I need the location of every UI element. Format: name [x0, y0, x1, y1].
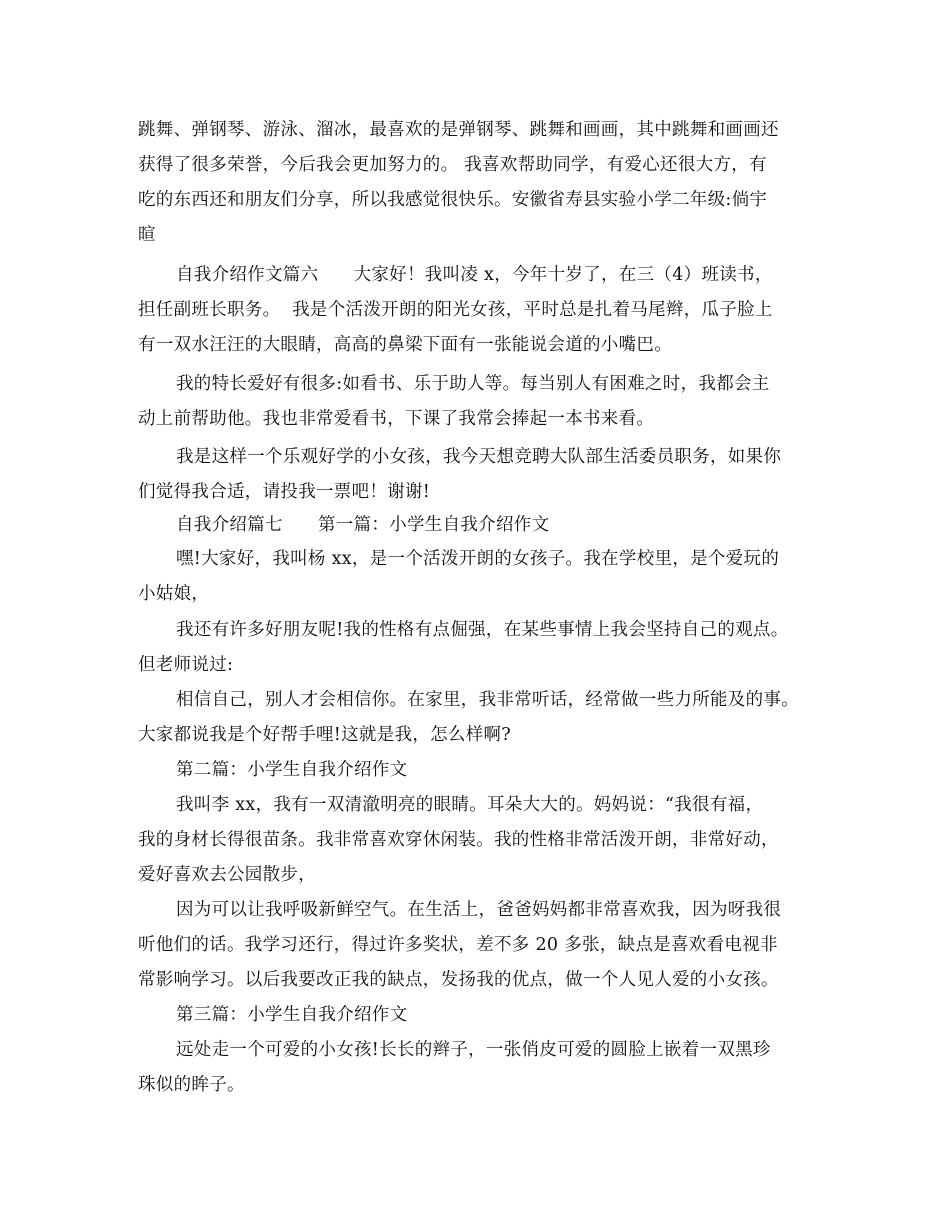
text-line: 担任副班长职务。 我是个活泼开朗的阳光女孩，平时总是扎着马尾辫，瓜子脸上 [138, 300, 773, 320]
text-line: 听他们的话。我学习还行，得过许多奖状，差不多 20 多张，缺点是喜欢看电视非 [138, 935, 778, 955]
paragraph-first-line: 我还有许多好朋友呢!我的性格有点倔强，在某些事情上我会坚持自己的观点。 [176, 620, 789, 640]
paragraph-first-line: 我叫李 xx，我有一双清澈明亮的眼睛。耳朵大大的。妈妈说：“我很有福， [176, 795, 764, 815]
paragraph-first-line: 我是这样一个乐观好学的小女孩，我今天想竞聘大队部生活委员职务，如果你 [176, 447, 782, 467]
text-line: 们觉得我合适，请投我一票吧！谢谢! [138, 482, 431, 502]
paragraph-first-line: 嘿!大家好，我叫杨 xx，是一个活泼开朗的女孩子。我在学校里，是个爱玩的 [176, 549, 780, 569]
text-line: 但老师说过: [138, 655, 234, 675]
text-line: 跳舞、弹钢琴、游泳、溜冰，最喜欢的是弹钢琴、跳舞和画画，其中跳舞和画画还 [138, 120, 779, 140]
section-heading-line: 第二篇：小学生自我介绍作文 [176, 760, 408, 780]
text-line: 获得了很多荣誉，今后我会更加努力的。 我喜欢帮助同学，有爱心还很大方，有 [138, 155, 767, 175]
text-line: 有一双水汪汪的大眼睛，高高的鼻梁下面有一张能说会道的小嘴巴。 [138, 335, 672, 355]
paragraph-first-line: 远处走一个可爱的小女孩!长长的辫子，一张俏皮可爱的圆脸上嵌着一双黑珍 [176, 1040, 771, 1060]
text-line: 小姑娘， [138, 584, 210, 604]
paragraph-first-line: 因为可以让我呼吸新鲜空气。在生活上，爸爸妈妈都非常喜欢我，因为呀我很 [176, 900, 782, 920]
text-line: 常影响学习。以后我要改正我的缺点，发扬我的优点，做一个人见人爱的小女孩。 [138, 970, 779, 990]
paragraph-first-line: 我的特长爱好有很多:如看书、乐于助人等。每当别人有困难之时，我都会主 [176, 374, 770, 394]
text-line: 暄 [138, 225, 156, 245]
section-heading-line: 自我介绍篇七 第一篇：小学生自我介绍作文 [176, 515, 550, 535]
section-heading-line: 第三篇：小学生自我介绍作文 [176, 1005, 408, 1025]
text-line: 爱好喜欢去公园散步， [138, 865, 316, 885]
text-line: 大家都说我是个好帮手哩!这就是我，怎么样啊? [138, 725, 512, 745]
section-heading-line: 自我介绍作文篇六 大家好！我叫凌 x，今年十岁了，在三（4）班读书， [176, 265, 773, 285]
paragraph-first-line: 相信自己，别人才会相信你。在家里，我非常听话，经常做一些力所能及的事。 [176, 690, 799, 710]
text-line: 珠似的眸子。 [138, 1075, 245, 1095]
text-line: 动上前帮助他。我也非常爱看书，下课了我常会捧起一本书来看。 [138, 409, 655, 429]
text-line: 吃的东西还和朋友们分享，所以我感觉很快乐。安徽省寿县实验小学二年级:倘宇 [138, 190, 768, 210]
text-line: 我的身材长得很苗条。我非常喜欢穿休闲装。我的性格非常活泼开朗，非常好动， [138, 830, 779, 850]
